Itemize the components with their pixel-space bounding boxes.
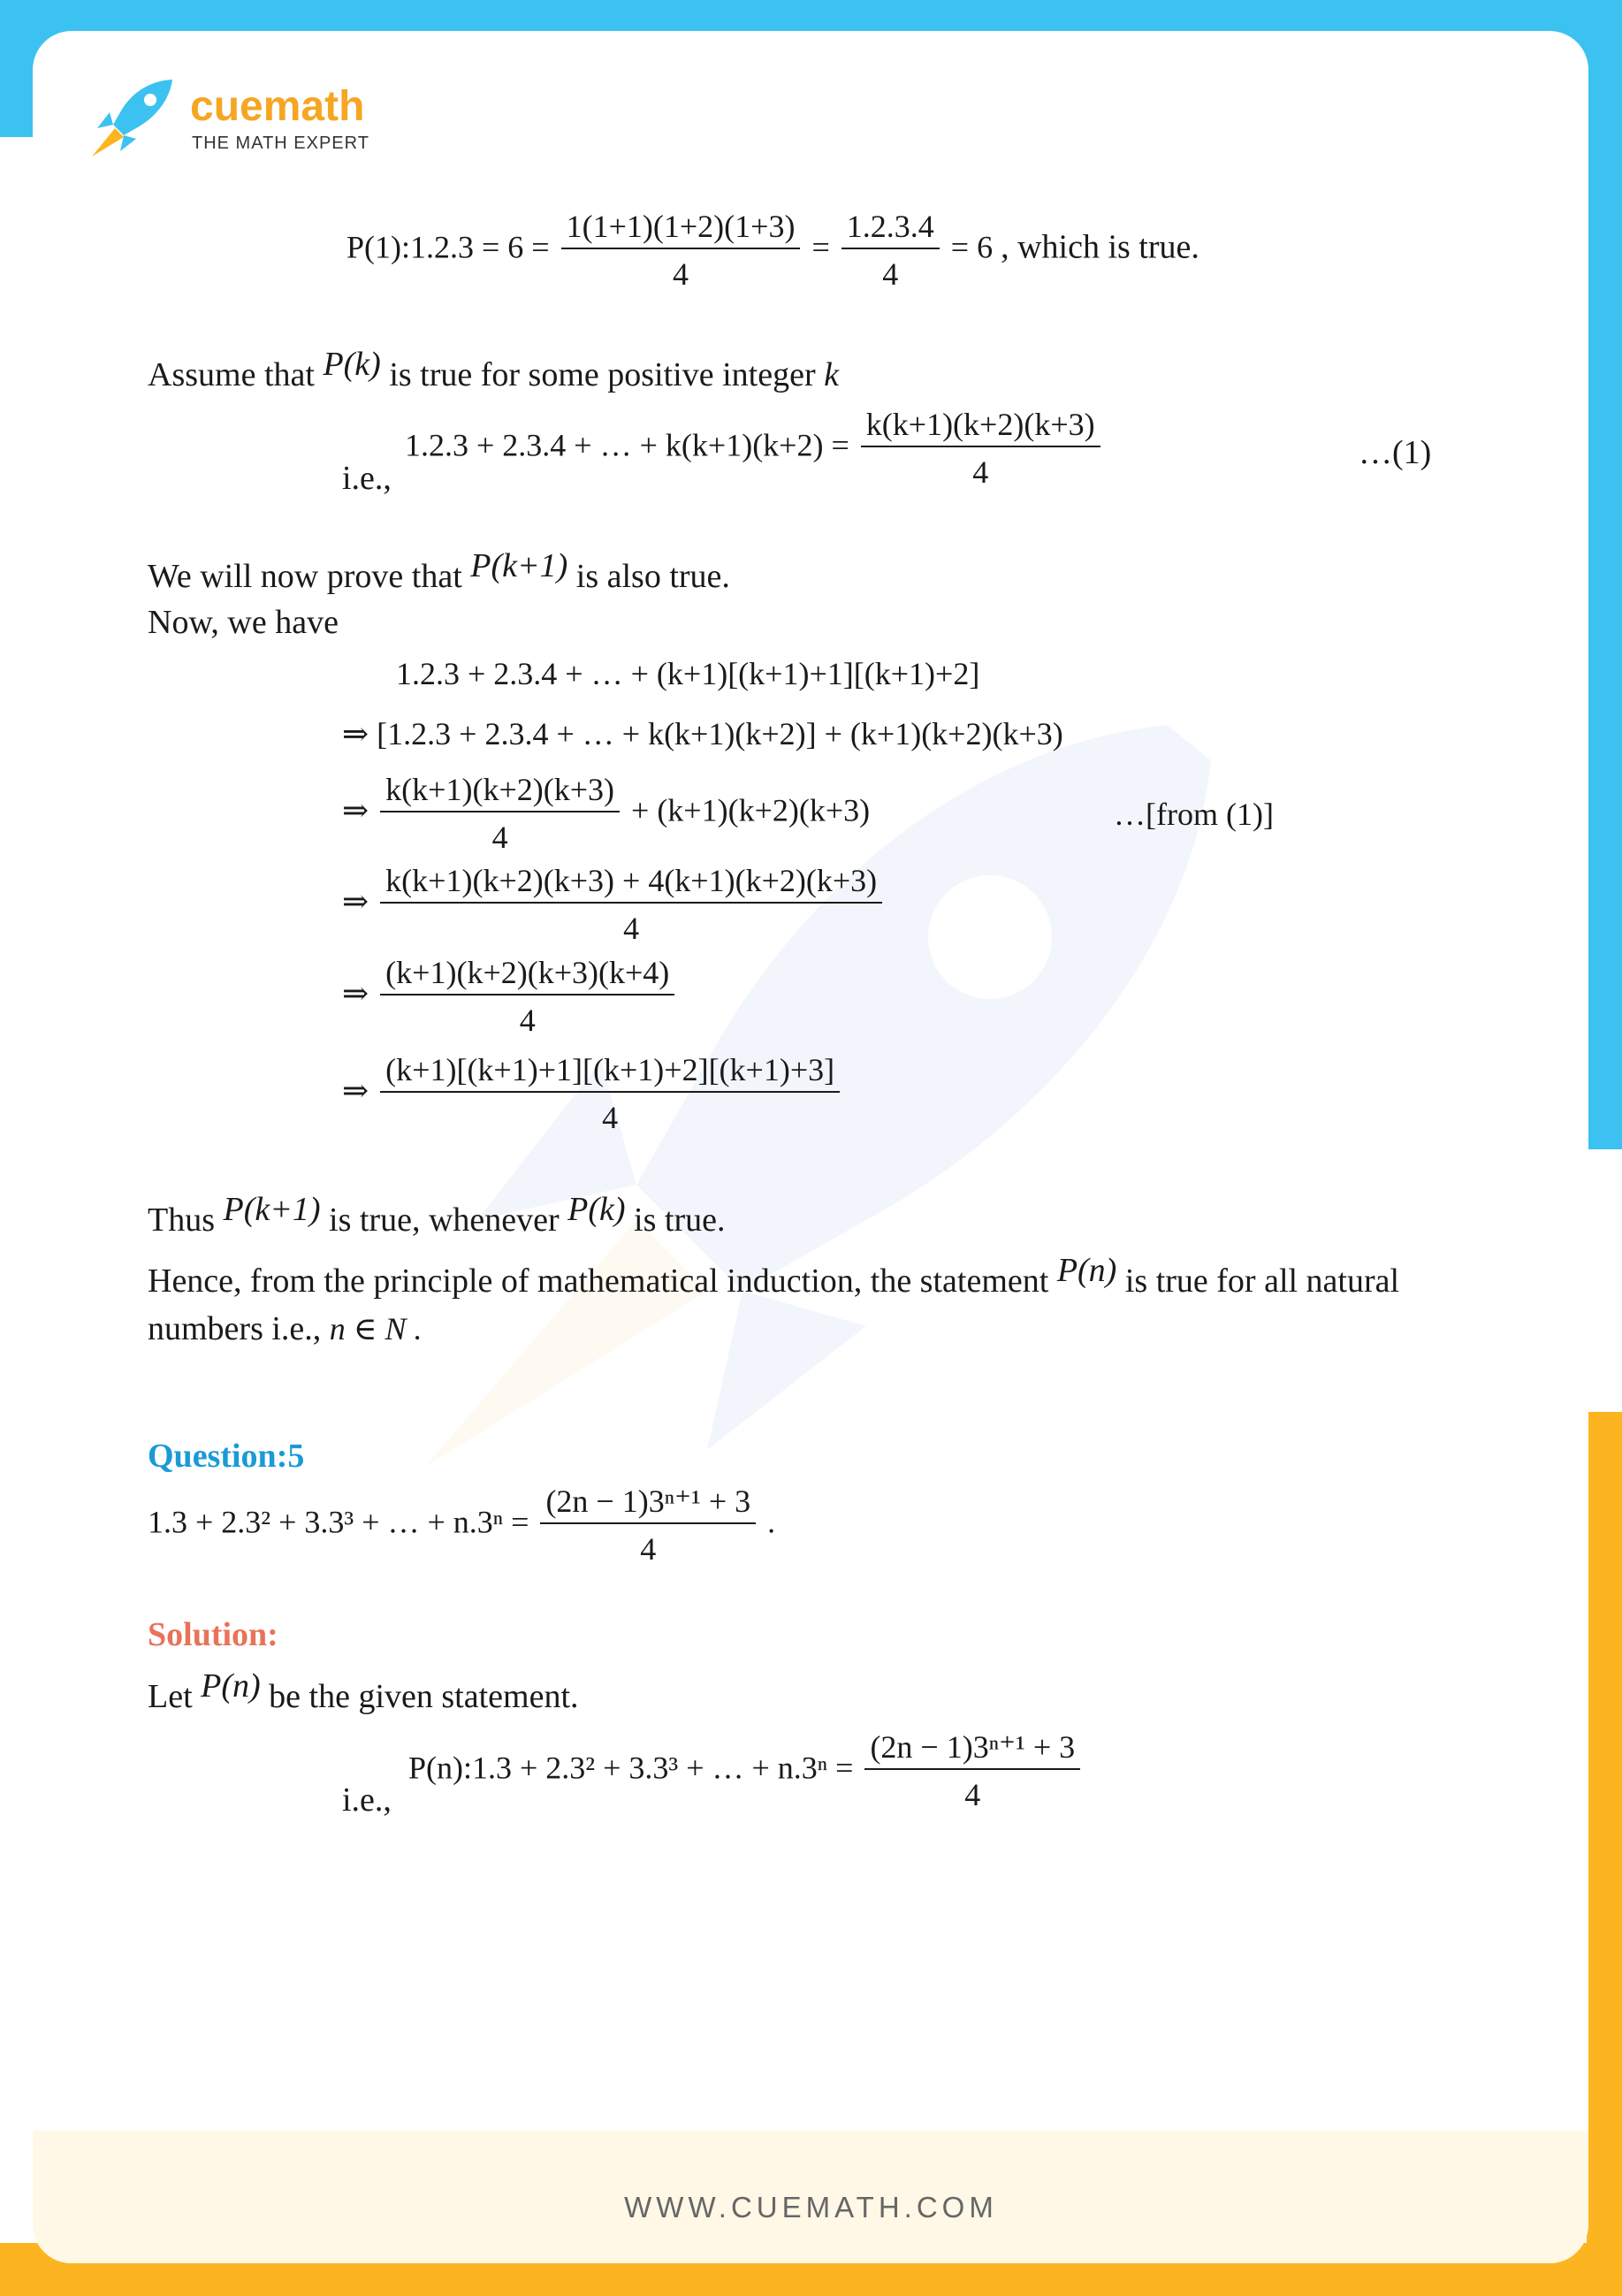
thus-text-b: is true, whenever bbox=[329, 1201, 560, 1239]
step4-num: (k+1)(k+2)(k+3)(k+4) bbox=[380, 957, 674, 995]
thus-pk: P(k) bbox=[567, 1191, 626, 1228]
let-text-a: Let bbox=[148, 1678, 193, 1715]
brand-tagline: THE MATH EXPERT bbox=[192, 133, 369, 153]
step1: [1.2.3 + 2.3.4 + … + k(k+1)(k+2)] + (k+1)(k+2)(k+3) bbox=[377, 716, 1063, 751]
base-case-den1: 4 bbox=[673, 256, 689, 292]
step3-line bbox=[342, 865, 886, 944]
assume-pk: P(k) bbox=[323, 346, 381, 383]
prove-pk1: P(k+1) bbox=[470, 547, 568, 584]
question-end: . bbox=[767, 1504, 776, 1540]
base-case-num2: 1.2.3.4 bbox=[841, 210, 940, 249]
step4-frac bbox=[380, 957, 674, 1036]
hence-text-b: is true for all natural bbox=[1124, 1262, 1400, 1300]
step5-den: 4 bbox=[602, 1100, 619, 1135]
final-line bbox=[408, 1731, 1084, 1811]
base-case-frac2 bbox=[841, 210, 940, 290]
step3-num: k(k+1)(k+2)(k+3) + 4(k+1)(k+2)(k+3) bbox=[380, 865, 882, 904]
step3-frac bbox=[380, 865, 882, 944]
assume-text-b: is true for some positive integer bbox=[389, 356, 816, 393]
eq1-tag: …(1) bbox=[1359, 434, 1432, 471]
let-line bbox=[148, 1667, 579, 1715]
right-band-orange bbox=[1587, 1412, 1622, 2296]
step2-num: k(k+1)(k+2)(k+3) bbox=[380, 774, 620, 812]
brand-name: cuemath bbox=[190, 83, 365, 130]
eq1-lhs: 1.2.3 + 2.3.4 + … + k(k+1)(k+2) = bbox=[405, 427, 849, 463]
step2-tail: + (k+1)(k+2)(k+3) bbox=[631, 792, 871, 828]
step5-frac bbox=[380, 1054, 840, 1133]
question-lhs: 1.3 + 2.3² + 3.3³ + … + n.3ⁿ = bbox=[148, 1504, 529, 1540]
arrow-3: ⇒ bbox=[342, 883, 369, 919]
final-num: (2n − 1)3ⁿ⁺¹ + 3 bbox=[864, 1731, 1080, 1770]
right-band-blue bbox=[1587, 0, 1622, 1149]
step5-line bbox=[342, 1054, 843, 1133]
arrow-1: ⇒ bbox=[342, 716, 369, 751]
arrow-4: ⇒ bbox=[342, 975, 369, 1011]
eq1-den: 4 bbox=[972, 454, 989, 490]
prove-line bbox=[148, 547, 730, 595]
cuemath-rocket-icon bbox=[88, 75, 177, 159]
arrow-5: ⇒ bbox=[342, 1072, 369, 1109]
eq1-line bbox=[405, 408, 1104, 488]
step2-den: 4 bbox=[491, 820, 508, 855]
prove-text-b: is also true. bbox=[575, 558, 730, 595]
step1-line bbox=[342, 718, 1063, 750]
base-case-num1: 1(1+1)(1+2)(1+3) bbox=[561, 210, 801, 249]
ie-label-2: i.e., bbox=[342, 1781, 392, 1819]
prove-text-a: We will now prove that bbox=[148, 558, 462, 595]
ie-label-1: i.e., bbox=[342, 460, 392, 497]
base-case-suffix: , which is true. bbox=[1001, 228, 1199, 266]
hence-n: n ∈ N . bbox=[329, 1311, 423, 1346]
base-case-eq: = bbox=[811, 229, 830, 265]
eq1-frac bbox=[861, 408, 1100, 488]
step2-tag: …[from (1)] bbox=[1114, 797, 1274, 832]
base-case-den2: 4 bbox=[882, 256, 899, 292]
base-case-end: = 6 bbox=[950, 229, 994, 265]
thus-line bbox=[148, 1191, 726, 1239]
step2-frac bbox=[380, 774, 620, 853]
assume-text-a: Assume that bbox=[148, 356, 315, 393]
hence-text-2: numbers i.e., bbox=[148, 1310, 322, 1347]
hence-line-1 bbox=[148, 1252, 1400, 1300]
step3-den: 4 bbox=[623, 911, 640, 946]
question-den: 4 bbox=[640, 1531, 657, 1567]
final-frac bbox=[864, 1731, 1080, 1811]
base-case-line bbox=[346, 210, 1199, 290]
final-den: 4 bbox=[964, 1777, 981, 1812]
step5-num: (k+1)[(k+1)+1][(k+1)+2][(k+1)+3] bbox=[380, 1054, 840, 1093]
footer-website[interactable]: WWW.CUEMATH.COM bbox=[624, 2191, 998, 2224]
solution-title: Solution: bbox=[148, 1616, 278, 1653]
step4-den: 4 bbox=[519, 1003, 536, 1038]
assume-k: k bbox=[824, 356, 839, 393]
now-we-have: Now, we have bbox=[148, 604, 339, 641]
hence-text-a: Hence, from the principle of mathematical induction, the statement bbox=[148, 1262, 1049, 1300]
arrow-2: ⇒ bbox=[342, 792, 369, 828]
assume-line bbox=[148, 346, 839, 393]
hence-line-2 bbox=[148, 1312, 422, 1346]
thus-pk1: P(k+1) bbox=[223, 1191, 321, 1228]
step2-line bbox=[342, 774, 870, 853]
thus-text-c: is true. bbox=[634, 1201, 726, 1239]
eq1-num: k(k+1)(k+2)(k+3) bbox=[861, 408, 1100, 447]
question-title: Question:5 bbox=[148, 1438, 305, 1475]
let-pn: P(n) bbox=[201, 1667, 261, 1705]
step4-line bbox=[342, 957, 678, 1036]
base-case-prefix: P(1):1.2.3 = 6 = bbox=[346, 229, 550, 265]
question-frac bbox=[540, 1485, 756, 1565]
hence-pn: P(n) bbox=[1056, 1252, 1117, 1289]
let-text-b: be the given statement. bbox=[269, 1678, 579, 1715]
final-lhs: P(n):1.3 + 2.3² + 3.3³ + … + n.3ⁿ = bbox=[408, 1750, 854, 1786]
question-line bbox=[148, 1485, 775, 1565]
question-num: (2n − 1)3ⁿ⁺¹ + 3 bbox=[540, 1485, 756, 1524]
thus-text-a: Thus bbox=[148, 1201, 215, 1239]
step0: 1.2.3 + 2.3.4 + … + (k+1)[(k+1)+1][(k+1)+2] bbox=[396, 656, 980, 691]
base-case-frac1 bbox=[561, 210, 801, 290]
